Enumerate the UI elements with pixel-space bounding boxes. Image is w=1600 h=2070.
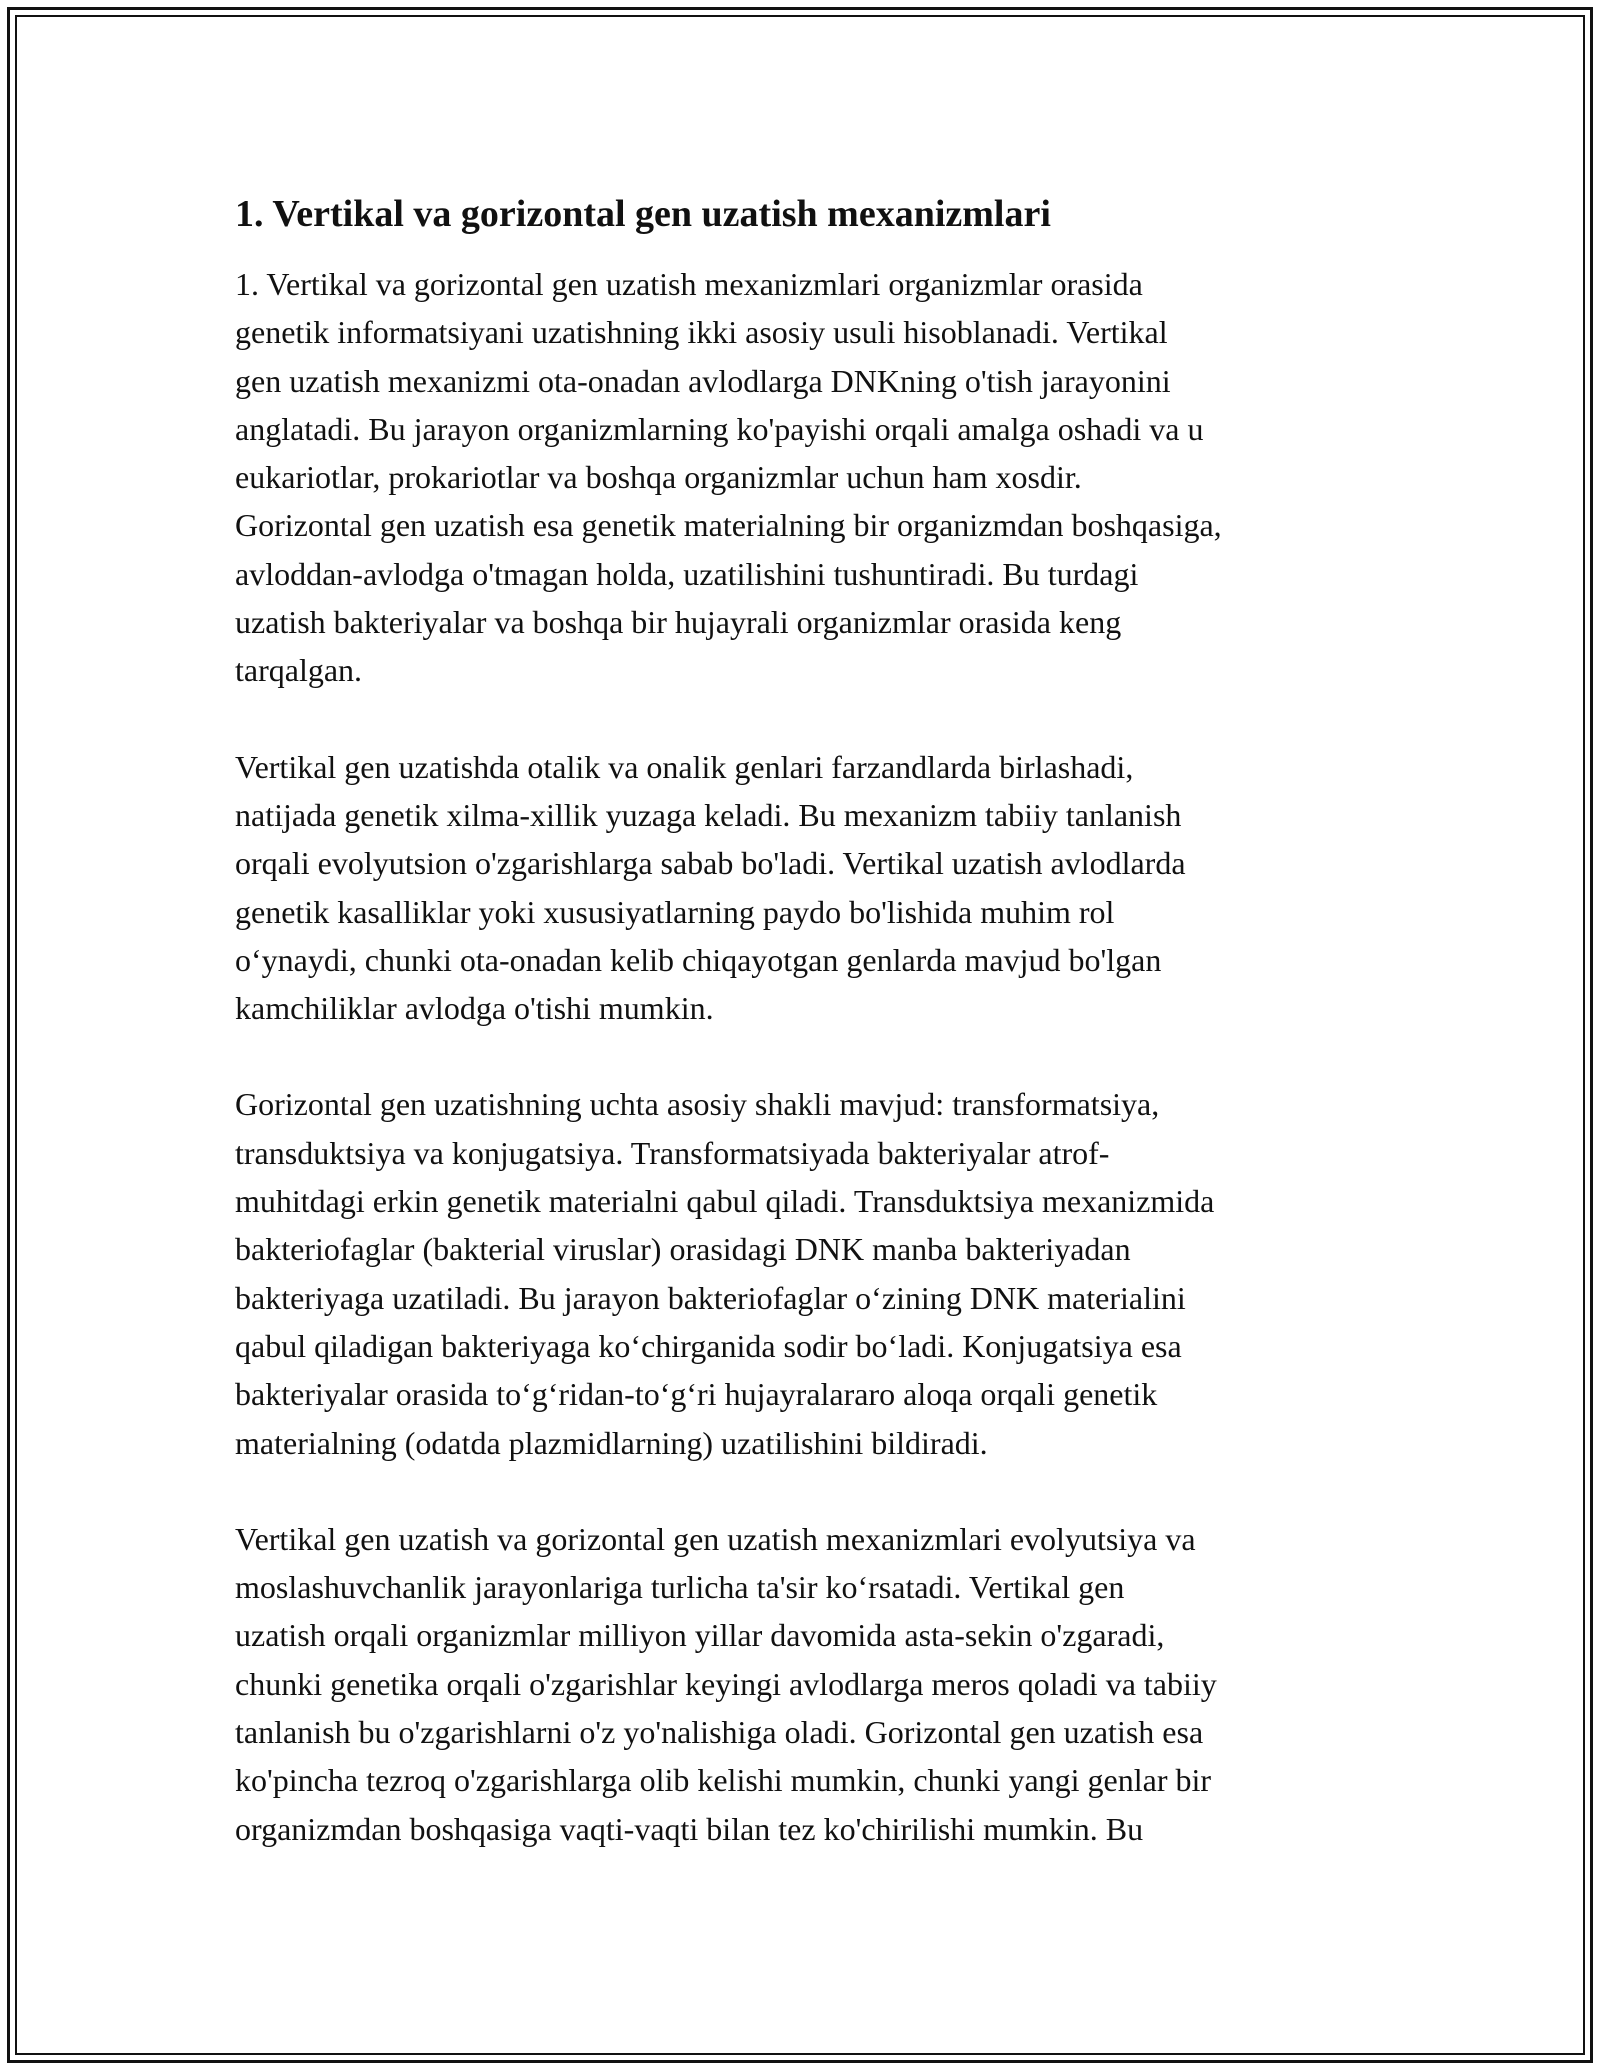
paragraph-line: Vertikal gen uzatishda otalik va onalik genlari farzandlarda birlashadi, [235,748,1134,785]
paragraph-line: tanlanish bu o'zgarishlarni o'z yo'nalishiga oladi. Gorizontal gen uzatish esa [235,1714,1204,1751]
paragraph-line: 1. Vertikal va gorizontal gen uzatish mexanizmlari organizmlar orasida [235,266,1143,302]
paragraph-line: o‘ynaydi, chunki ota-onadan kelib chiqayotgan genlarda mavjud bo'lgan [235,941,1162,978]
paragraph [235,743,1385,1033]
paragraph-line: moslashuvchanlik jarayonlariga turlicha ta'sir ko‘rsatadi. Vertikal gen [235,1569,1125,1606]
paragraph-line: genetik informatsiyani uzatishning ikki asosiy usuli hisoblanadi. Vertikal [235,314,1168,351]
paragraph-line: bakteriyaga uzatiladi. Bu jarayon bakteriofaglar o‘zining DNK materialini [235,1279,1186,1316]
paragraph [235,260,1385,695]
paragraph-line: natijada genetik xilma-xillik yuzaga keladi. Bu mexanizm tabiiy tanlanish [235,796,1182,833]
paragraph-line: anglatadi. Bu jarayon organizmlarning ko'payishi orqali amalga oshadi va u [235,410,1204,447]
paragraph-line: chunki genetika orqali o'zgarishlar keyingi avlodlarga meros qoladi va tabiiy [235,1665,1217,1702]
paragraph-line: genetik kasalliklar yoki xususiyatlarning paydo bo'lishida muhim rol [235,893,1115,930]
paragraph-line: avloddan-avlodga o'tmagan holda, uzatilishini tushuntiradi. Bu turdagi [235,555,1139,592]
paragraph-line: bakteriofaglar (bakterial viruslar) orasidagi DNK manba bakteriyadan [235,1231,1131,1268]
paragraph-line: transduktsiya va konjugatsiya. Transformatsiyada bakteriyalar atrof- [235,1134,1110,1171]
paragraph-line: tarqalgan. [235,652,363,689]
paragraph-line: eukariotlar, prokariotlar va boshqa organizmlar uchun ham xosdir. [235,459,1082,496]
paragraph-line: uzatish orqali organizmlar milliyon yillar davomida asta-sekin o'zgaradi, [235,1617,1165,1654]
paragraph-line: kamchiliklar avlodga o'tishi mumkin. [235,990,714,1027]
paragraph-line: orqali evolyutsion o'zgarishlarga sabab bo'ladi. Vertikal uzatish avlodlarda [235,845,1186,882]
paragraph-line: organizmdan boshqasiga vaqti-vaqti bilan tez ko'chirilishi mumkin. Bu [235,1810,1144,1847]
paragraph-line: muhitdagi erkin genetik materialni qabul qiladi. Transduktsiya mexanizmida [235,1183,1215,1220]
paragraph-line: uzatish bakteriyalar va boshqa bir hujayrali organizmlar orasida keng [235,604,1122,641]
paragraph-line: Gorizontal gen uzatishning uchta asosiy shakli mavjud: transformatsiya, [235,1086,1160,1123]
paragraph-line: Gorizontal gen uzatish esa genetik materialning bir organizmdan boshqasiga, [235,507,1222,544]
paragraph-line: ko'pincha tezroq o'zgarishlarga olib kelishi mumkin, chunki yangi genlar bir [235,1762,1212,1799]
paragraph-line: bakteriyalar orasida to‘g‘ridan-to‘g‘ri hujayralararo aloqa orqali genetik [235,1376,1158,1413]
document-heading: 1. Vertikal va gorizontal gen uzatish mexanizmlari [235,193,1051,235]
paragraph-container [235,260,1385,1853]
paragraph-line: qabul qiladigan bakteriyaga ko‘chirganida sodir bo‘ladi. Konjugatsiya esa [235,1327,1182,1364]
paragraph [235,1515,1385,1853]
paragraph-line: Vertikal gen uzatish va gorizontal gen uzatish mexanizmlari evolyutsiya va [235,1520,1196,1557]
document-body [235,186,1385,1901]
paragraph-line: materialning (odatda plazmidlarning) uzatilishini bildiradi. [235,1424,988,1461]
paragraph-line: gen uzatish mexanizmi ota-onadan avlodlarga DNKning o'tish jarayonini [235,362,1171,399]
paragraph [235,1080,1385,1466]
